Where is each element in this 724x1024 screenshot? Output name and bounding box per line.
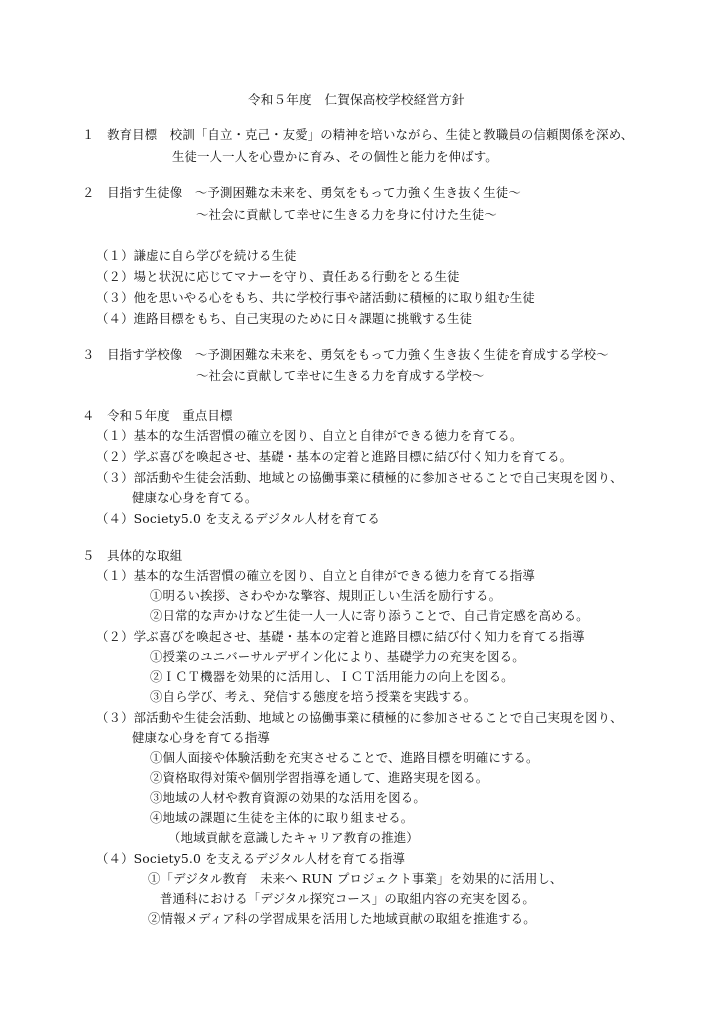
section-2-item: （３）他を思いやる心をもち、共に学校行事や諸活動に積極的に取り組む生徒: [96, 290, 535, 305]
section-1-continuation: 生徒一人一人を心豊かに育み、その個性と能力を伸ばす。: [172, 149, 498, 164]
section-5-point-heading: （１）基本的な生活習慣の確立を図り、自立と自律ができる徳力を育てる指導: [96, 568, 535, 583]
section-4-item: （２）学ぶ喜びを喚起させ、基礎・基本の定着と進路目標に結び付く知力を育てる。: [96, 449, 573, 464]
section-5-point-note: （地域貢献を意識したキャリア教育の推進）: [168, 830, 419, 845]
section-5-heading: ５ 具体的な取組: [82, 548, 183, 563]
section-5-point-item: ④地域の課題に生徒を主体的に取り組ませる。: [150, 810, 414, 825]
section-2-heading: ２ 目指す生徒像 ～予測困難な未来を、勇気をもって力強く生き抜く生徒～: [82, 185, 521, 200]
section-5-point-item: ①「デジタル教育 未来へ RUN プロジェクト事業」を効果的に活用し、: [148, 871, 563, 886]
section-5-point-item: ②情報メディア科の学習成果を活用した地域貢献の取組を推進する。: [148, 911, 536, 926]
section-4-heading: ４ 令和５年度 重点目標: [82, 408, 233, 423]
section-5-point-item: ②資格取得対策や個別学習指導を通して、進路実現を図る。: [150, 770, 489, 785]
section-3-heading: ３ 目指す学校像 ～予測困難な未来を、勇気をもって力強く生き抜く生徒を育成する学校～: [82, 347, 609, 362]
section-5-point-item: ②日常的な声かけなど生徒一人一人に寄り添うことで、自己肯定感を高める。: [150, 608, 589, 623]
section-2-item: （４）進路目標をもち、自己実現のために日々課題に挑戦する生徒: [96, 311, 473, 326]
section-2-item: （２）場と状況に応じてマナーを守り、責任ある行動をとる生徒: [96, 269, 460, 284]
section-2-item: （１）謙虚に自ら学びを続ける生徒: [96, 248, 297, 263]
section-4-item: （１）基本的な生活習慣の確立を図り、自立と自律ができる徳力を育てる。: [96, 428, 523, 443]
section-5-point-item: ②ＩＣＴ機器を効果的に活用し、ＩＣＴ活用能力の向上を図る。: [150, 669, 514, 684]
document-title: 令和５年度 仁賀保高校学校経営方針: [248, 92, 465, 107]
section-5-point-heading: （４）Society5.0 を支えるデジタル人材を育てる指導: [96, 851, 405, 866]
section-4-item: （３）部活動や生徒会活動、地域との協働事業に積極的に参加させることで自己実現を図り、: [96, 470, 623, 485]
section-5-point-item: ①授業のユニバーサルデザイン化により、基礎学力の充実を図る。: [150, 649, 525, 664]
section-4-item-continuation: 健康な心身を育てる。: [132, 490, 258, 505]
section-4-item: （４）Society5.0 を支えるデジタル人材を育てる: [96, 511, 380, 526]
section-5-point-item-continuation: 普通科における「デジタル探究コース」の取組内容の充実を図る。: [160, 891, 535, 906]
section-5-point-heading: （３）部活動や生徒会活動、地域との協働事業に積極的に参加させることで自己実現を図り、: [96, 710, 623, 725]
section-2-continuation: ～社会に貢献して幸せに生きる力を身に付けた生徒～: [196, 207, 497, 222]
section-5-point-item: ③地域の人材や教育資源の効果的な活用を図る。: [150, 790, 426, 805]
section-5-point-continuation: 健康な心身を育てる指導: [132, 730, 270, 745]
section-5-point-item: ③自ら学び、考え、発信する態度を培う授業を実践する。: [150, 689, 477, 704]
section-5-point-heading: （２）学ぶ喜びを喚起させ、基礎・基本の定着と進路目標に結び付く知力を育てる指導: [96, 629, 585, 644]
section-3-continuation: ～社会に貢献して幸せに生きる力を育成する学校～: [196, 368, 485, 383]
section-5-point-item: ①明るい挨拶、さわやかな擎容、規則正しい生活を励行する。: [150, 588, 502, 603]
section-5-point-item: ①個人面接や体験活動を充実させることで、進路目標を明確にする。: [150, 750, 539, 765]
section-1-heading: １ 教育目標 校訓「自立・克己・友愛」の精神を培いながら、生徒と教職員の信頼関係を深め、: [82, 127, 634, 142]
